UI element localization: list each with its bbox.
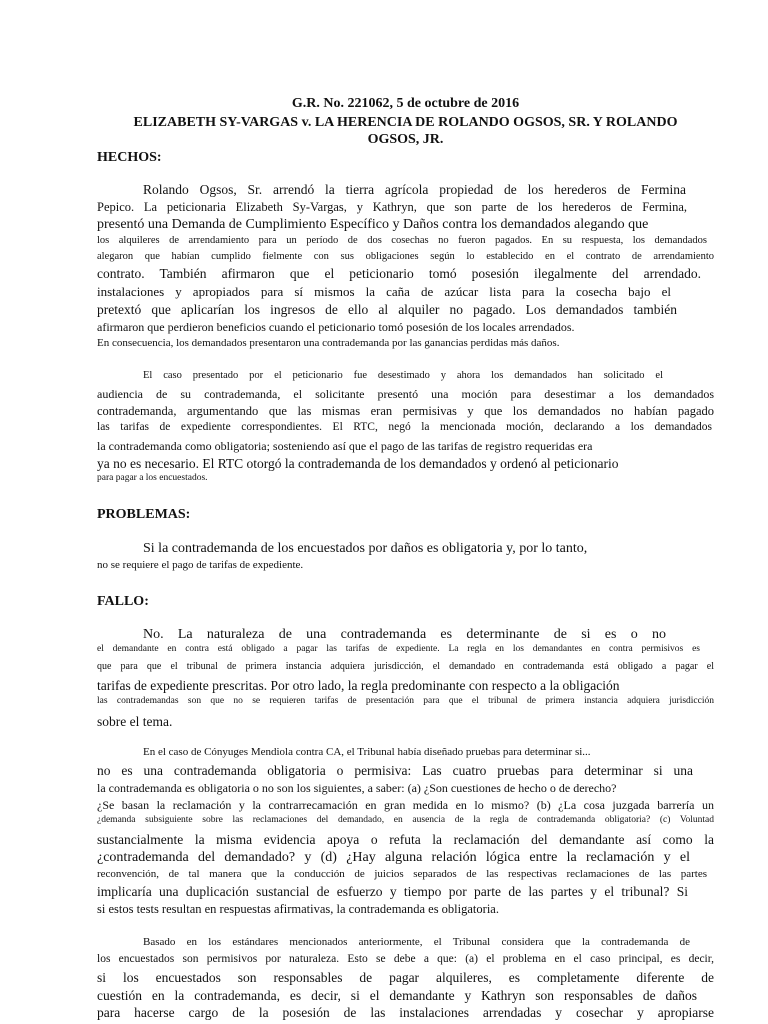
paragraph-line: las tarifas de expediente correspondientes. El RTC, negó la mencionada moción, declarando a los demandados xyxy=(97,421,712,433)
paragraph-line: instalaciones y apropiados para sí mismos la caña de azúcar lista para la cosecha bajo el xyxy=(97,284,671,299)
paragraph-line: implicaría una duplicación sustancial de esfuerzo y tiempo por parte de las partes y el tribunal? Si xyxy=(97,884,688,899)
paragraph-line: el demandante en contra está obligado a pagar las tarifas de expediente. La regla en los demandantes en contra permisivos es xyxy=(97,644,700,654)
paragraph-line: contrademanda, argumentando que las mismas eran permisivas y que los demandados no habían pagado xyxy=(97,404,714,418)
paragraph-line: El caso presentado por el peticionario fue desestimado y ahora los demandados han solicitado el xyxy=(143,370,663,381)
paragraph-line: si estos tests resultan en respuestas afirmativas, la contrademanda es obligatoria. xyxy=(97,902,499,916)
paragraph-line: tarifas de expediente prescritas. Por otro lado, la regla predominante con respecto a la obligación xyxy=(97,678,620,693)
paragraph-line: Si la contrademanda de los encuestados por daños es obligatoria y, por lo tanto, xyxy=(143,541,588,556)
case-title-cont: OGSOS, JR. xyxy=(367,132,444,147)
paragraph-line: los alquileres de arrendamiento para un período de dos cosechas no fueron pagados. En su respuesta, los demandados xyxy=(97,235,707,246)
paragraph-line: no es una contrademanda obligatoria o permisiva: Las cuatro pruebas para determinar si una xyxy=(97,763,693,778)
paragraph-line: reconvención, de tal manera que la conducción de juicios separados de las respectivas reclamaciones de las partes xyxy=(97,868,707,880)
paragraph-line: para pagar a los encuestados. xyxy=(97,473,208,483)
paragraph-line: la contrademanda como obligatoria; sosteniendo así que el pago de las tarifas de registro requeridas era xyxy=(97,439,593,453)
paragraph-line: Basado en los estándares mencionados anteriormente, el Tribunal considera que la contrademanda de xyxy=(143,936,690,948)
paragraph-line: sobre el tema. xyxy=(97,714,173,729)
paragraph-line: En el caso de Cónyuges Mendiola contra CA, el Tribunal había diseñado pruebas para determinar si... xyxy=(143,746,591,758)
paragraph-line: contrato. También afirmaron que el peticionario tomó posesión ilegalmente del arrendado. xyxy=(97,266,701,281)
paragraph-line: para hacerse cargo de la posesión de las instalaciones arrendadas y cosechar y apropiarse xyxy=(97,1005,714,1020)
paragraph-line: ¿demanda subsiguiente sobre las reclamaciones del demandado, en ausencia de la regla de contrademanda obligatoria? (c) Voluntad xyxy=(97,815,714,825)
section-heading-fallo: FALLO: xyxy=(97,594,149,609)
paragraph-line: Pepico. La peticionaria Elizabeth Sy-Vargas, y Kathryn, que son parte de los herederos de Fermina, xyxy=(97,200,687,214)
paragraph-line: pretextó que aplicarían los ingresos de ello al alquiler no pagado. Los demandados también xyxy=(97,302,677,317)
paragraph-line: las contrademandas son que no se requieren tarifas de presentación para que el tribunal de primera instancia adquiera jurisdicción xyxy=(97,696,714,706)
case-title: ELIZABETH SY-VARGAS v. LA HERENCIA DE ROLANDO OGSOS, SR. Y ROLANDO xyxy=(133,115,678,130)
section-heading-problemas: PROBLEMAS: xyxy=(97,507,191,522)
paragraph-line: ya no es necesario. El RTC otorgó la contrademanda de los demandados y ordenó al peticionario xyxy=(97,456,619,471)
paragraph-line: Rolando Ogsos, Sr. arrendó la tierra agrícola propiedad de los herederos de Fermina xyxy=(143,182,686,197)
paragraph-line: si los encuestados son responsables de pagar alquileres, es completamente diferente de xyxy=(97,970,714,985)
paragraph-line: la contrademanda es obligatoria o no son los siguientes, a saber: (a) ¿Son cuestiones de hecho o de derecho? xyxy=(97,781,617,795)
paragraph-line: presentó una Demanda de Cumplimiento Específico y Daños contra los demandados alegando que xyxy=(97,217,649,232)
paragraph-line: no se requiere el pago de tarifas de expediente. xyxy=(97,559,304,571)
case-number: G.R. No. 221062, 5 de octubre de 2016 xyxy=(291,96,520,111)
paragraph-line: alegaron que habían cumplido fielmente con sus obligaciones según lo establecido en el contrato de arrendamiento xyxy=(97,251,714,262)
paragraph-line: sustancialmente la misma evidencia apoya o refuta la reclamación del demandante así como la xyxy=(97,832,714,847)
section-heading-hechos: HECHOS: xyxy=(97,150,162,165)
paragraph-line: ¿contrademanda del demandado? y (d) ¿Hay alguna relación lógica entre la reclamación y el xyxy=(97,850,690,865)
paragraph-line: que para que el tribunal de primera instancia adquiera jurisdicción, el demandado en contrademanda está obligado a pagar el xyxy=(97,661,714,672)
paragraph-line: En consecuencia, los demandados presentaron una contrademanda por las ganancias perdidas más daños. xyxy=(97,337,560,349)
paragraph-line: ¿Se basan la reclamación y la contrarrecamación en gran medida en lo mismo? (b) ¿La cosa juzgada barrería un xyxy=(97,798,714,812)
paragraph-line: afirmaron que perdieron beneficios cuando el peticionario tomó posesión de los locales arrendados. xyxy=(97,320,575,334)
paragraph-line: cuestión en la contrademanda, es decir, si el demandante y Kathryn son responsables de daños xyxy=(97,988,697,1003)
paragraph-line: audiencia de su contrademanda, el solicitante presentó una moción para desestimar a los demandados xyxy=(97,387,714,401)
paragraph-line: los encuestados son permisivos por naturaleza. Esto se debe a que: (a) el problema en el caso principal, es decir, xyxy=(97,953,714,965)
paragraph-line: No. La naturaleza de una contrademanda es determinante de si es o no xyxy=(143,627,666,642)
